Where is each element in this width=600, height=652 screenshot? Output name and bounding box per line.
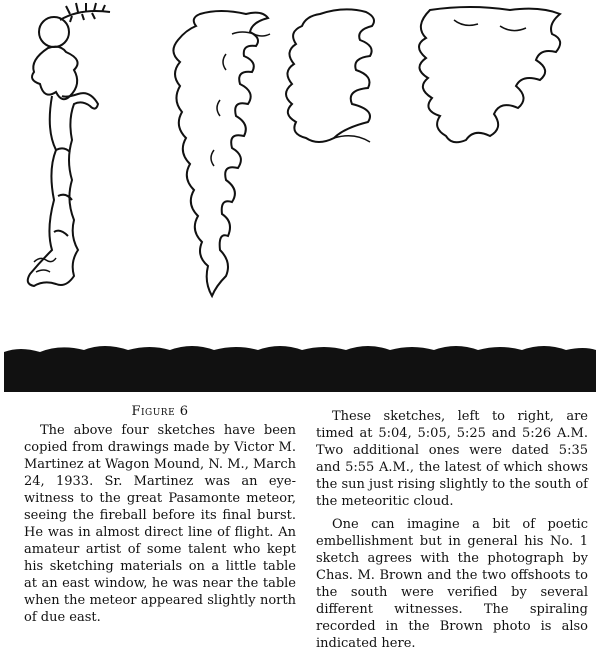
- figure-caption: [24, 404, 296, 419]
- horizon-silhouette: [4, 346, 596, 392]
- left-column: [24, 422, 296, 626]
- sketch-3: [286, 9, 374, 142]
- sketch-1: [28, 3, 110, 286]
- sun-icon: [39, 17, 69, 47]
- sketch-4: [419, 7, 560, 142]
- left-paragraph: The above four sketches have been copied from drawings made by Victor M. Martinez at Wagon Mound, N. M., March 24, 1933. Sr. Martinez was an eye-witness to the great Pasamonte meteor, seeing the fireball before its final burst. He was in almost direct line of flight. An amateur artist of some talent who kept his sketching materials on a little table at an east window, he was near the table when the meteor appeared slightly north of due east.: [24, 423, 296, 625]
- laurel-sprig: [60, 3, 110, 22]
- sketch-4-cloud: [419, 7, 560, 142]
- sketch-2-cloud: [173, 11, 268, 296]
- sketch-1-column: [28, 93, 98, 286]
- right-column: [316, 408, 588, 652]
- figure-caption-text: Figure 6: [131, 404, 189, 419]
- sketch-1-cloud: [32, 47, 78, 100]
- sketch-2: [173, 11, 270, 296]
- right-paragraph-2: One can imagine a bit of poetic embellishment but in general his No. 1 sketch agrees with the photograph by Chas. M. Brown and the two offshoots to the south were verified by several different witnesses. The spiraling recorded in the Brown photo is also indicated here.: [316, 517, 588, 651]
- sketch-3-cloud: [286, 9, 374, 142]
- right-paragraph-1: These sketches, left to right, are timed at 5:04, 5:05, 5:25 and 5:26 A.M. Two additional ones were dated 5:35 and 5:55 A.M., the latest of which shows the sun just rising slightly to the south of the meteoritic cloud.: [316, 409, 588, 509]
